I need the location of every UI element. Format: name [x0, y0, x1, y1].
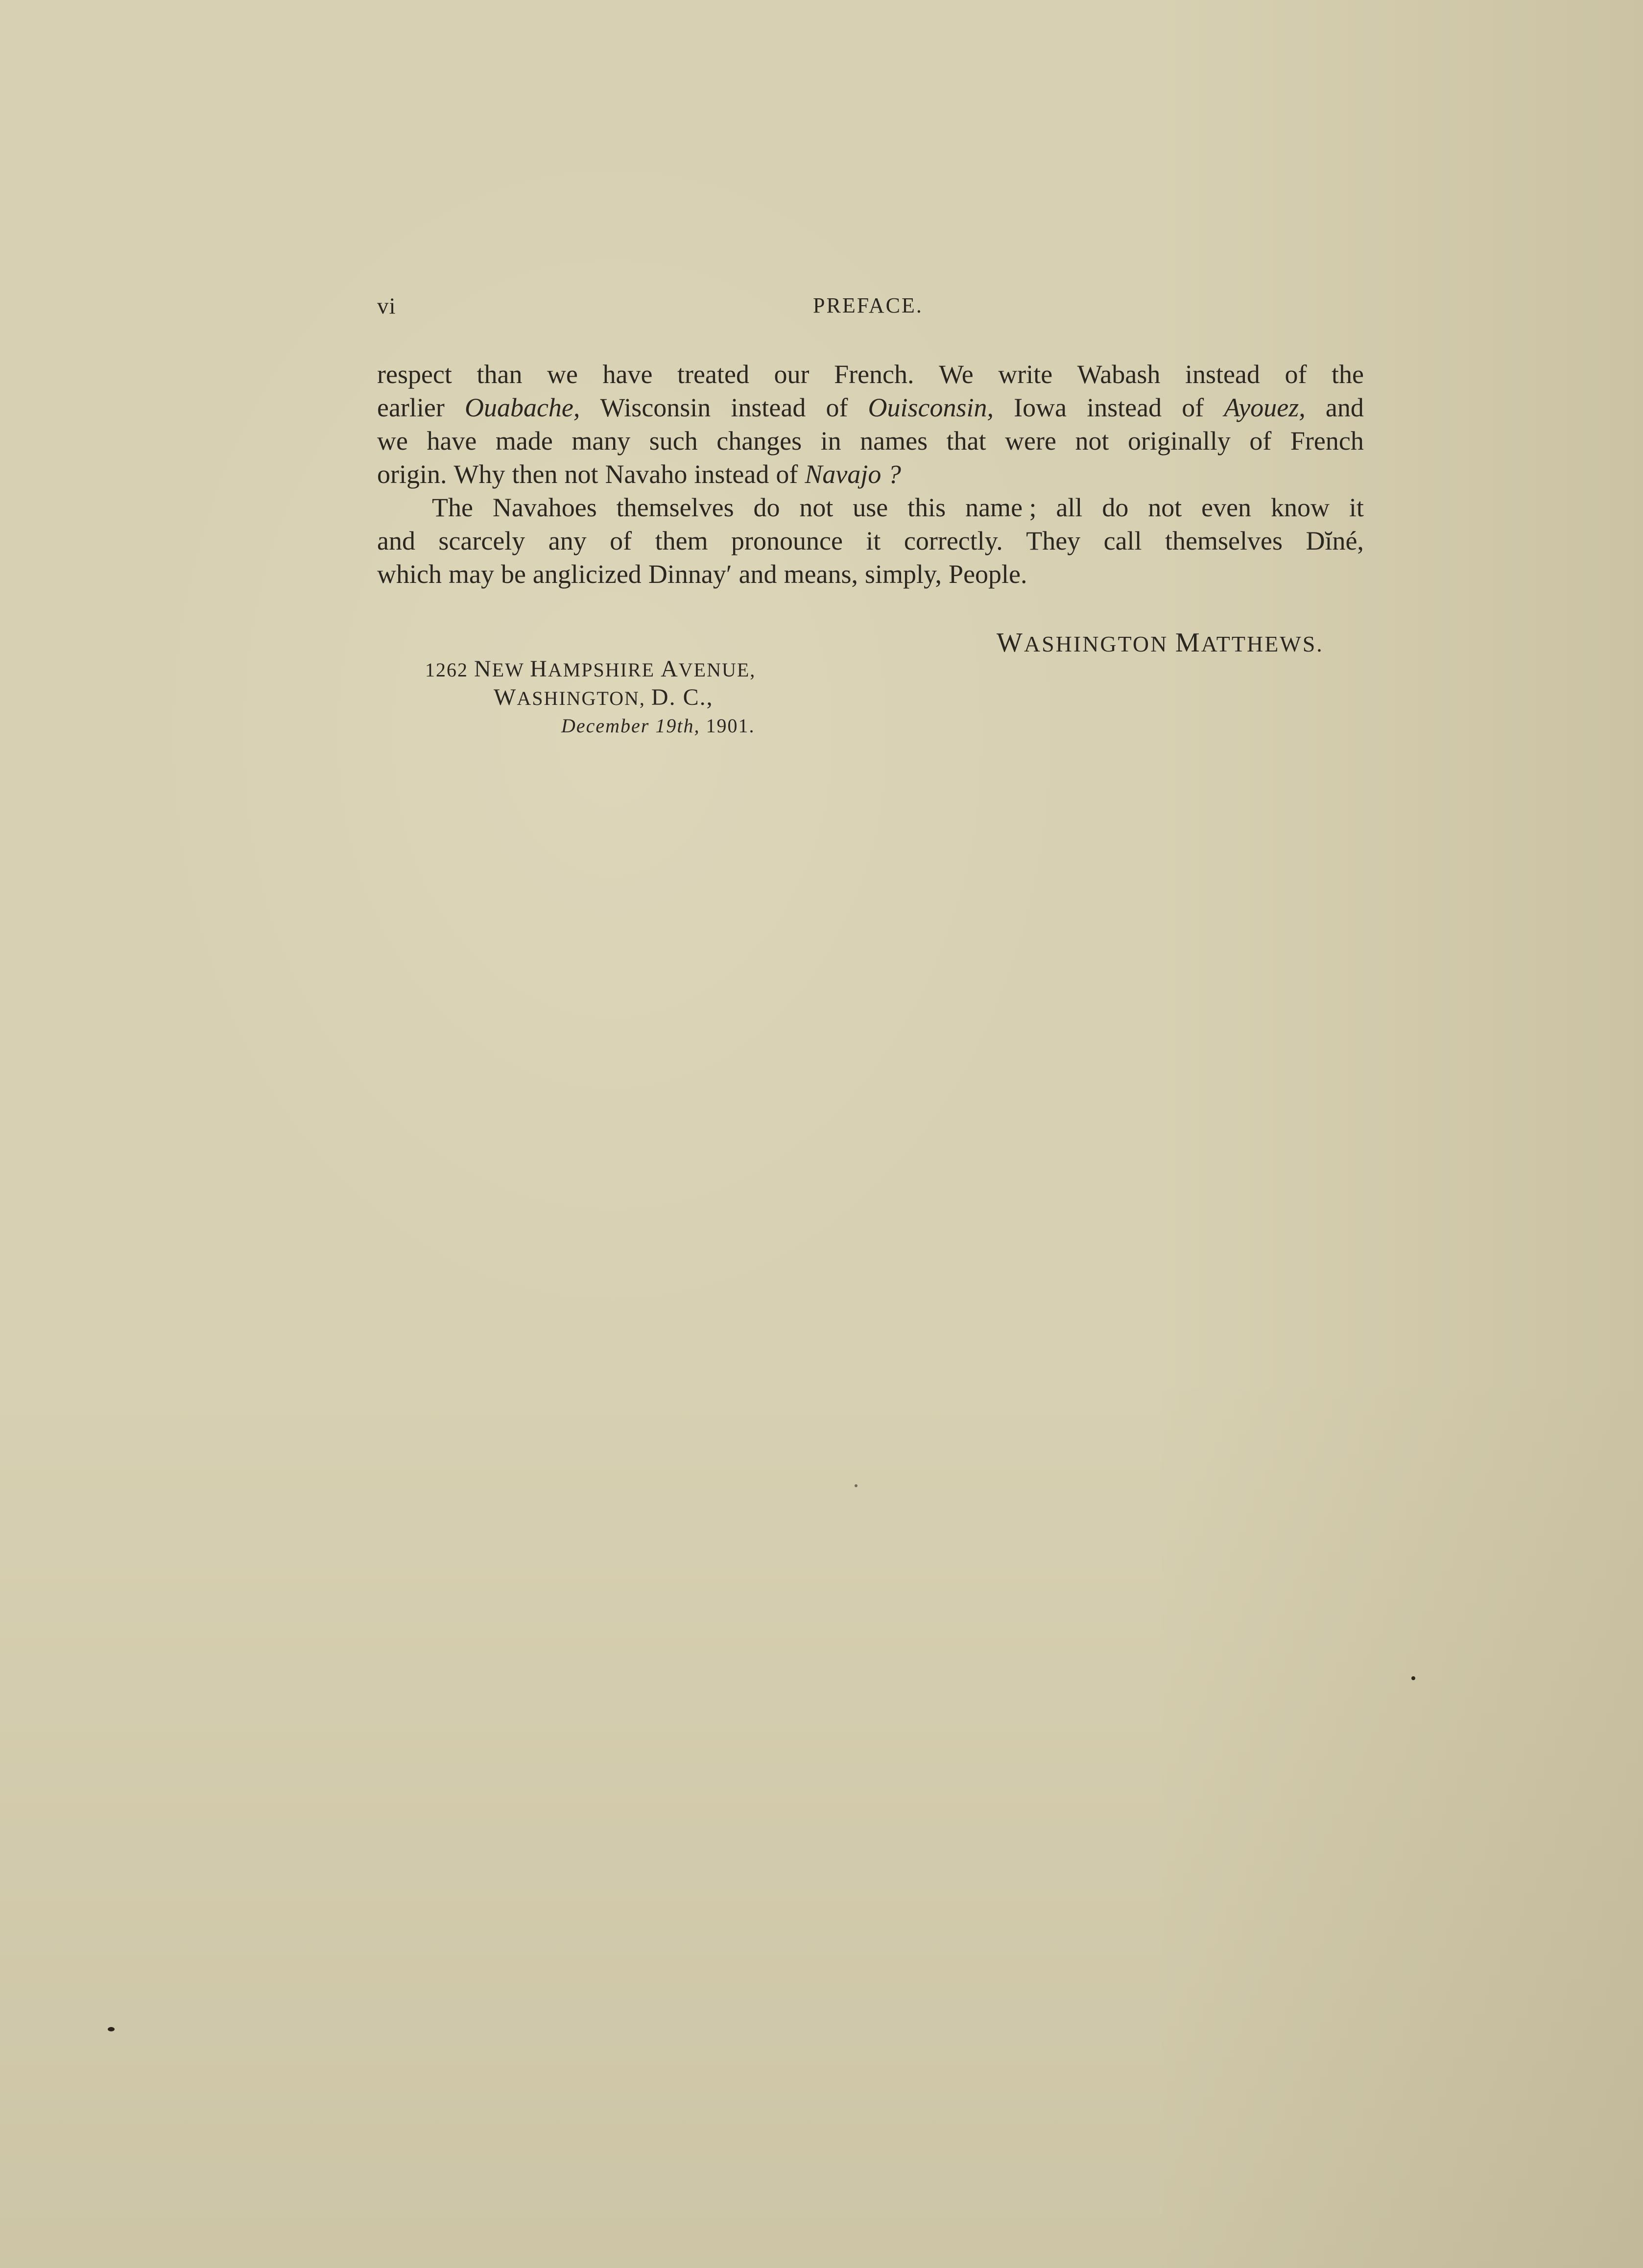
- word: and: [738, 559, 777, 589]
- word: scarcely: [438, 526, 525, 555]
- word: call: [1103, 526, 1142, 555]
- word: They: [1026, 526, 1081, 555]
- address-block: [425, 655, 756, 740]
- word: not: [1075, 426, 1109, 456]
- word: the: [1332, 360, 1364, 389]
- word: originally: [1127, 426, 1231, 456]
- address-date: December 19th, 1901.: [561, 715, 755, 737]
- word: Wabash: [1077, 360, 1161, 389]
- word: use: [853, 493, 888, 522]
- word: names: [860, 426, 928, 456]
- word: Navajo ?: [805, 459, 901, 489]
- paper-speck: [108, 2027, 115, 2031]
- signature-initial-m: M: [1175, 627, 1201, 658]
- word: made: [495, 426, 553, 456]
- word: then: [512, 459, 558, 489]
- text-line-5: [377, 491, 1364, 524]
- word: Navaho: [605, 459, 688, 489]
- word: French: [1290, 426, 1364, 456]
- word: be: [500, 559, 526, 589]
- word: in: [820, 426, 841, 456]
- word: any: [548, 526, 587, 555]
- text-line-2: [377, 391, 1364, 424]
- word: Ayouez,: [1224, 393, 1306, 422]
- word: instead: [1087, 393, 1162, 422]
- word: not: [564, 459, 598, 489]
- word: We: [939, 360, 974, 389]
- word: we: [377, 426, 408, 456]
- word: origin.: [377, 459, 447, 489]
- text-line-1: [377, 358, 1364, 391]
- word: not: [799, 493, 833, 522]
- word: even: [1201, 493, 1252, 522]
- address-street: 1262 NEW HAMPSHIRE AVENUE,: [425, 656, 756, 682]
- preface-text: [377, 358, 1364, 591]
- word: themselves: [1165, 526, 1283, 555]
- word: instead: [694, 459, 769, 489]
- text-line-7: [377, 557, 1364, 591]
- word: such: [649, 426, 698, 456]
- word: themselves: [616, 493, 734, 522]
- word: of: [826, 393, 848, 422]
- text-line-4: [377, 458, 1364, 491]
- word: simply,: [865, 559, 942, 589]
- word: write: [998, 360, 1053, 389]
- word: many: [571, 426, 631, 456]
- word: that: [946, 426, 986, 456]
- word: Ouisconsin,: [868, 393, 994, 422]
- word: earlier: [377, 393, 445, 422]
- author-signature: [997, 627, 1324, 658]
- word: Iowa: [1014, 393, 1067, 422]
- paper-speck: [1411, 1676, 1415, 1680]
- word: of: [776, 459, 798, 489]
- word: instead: [1185, 360, 1260, 389]
- word: it: [866, 526, 881, 555]
- word: changes: [716, 426, 802, 456]
- word: instead: [731, 393, 806, 422]
- signature-last-name: ATTHEWS.: [1201, 631, 1324, 656]
- word: anglicized: [532, 559, 642, 589]
- word: Dĭné,: [1306, 526, 1364, 555]
- word: have: [602, 360, 653, 389]
- page-number: vi: [377, 293, 396, 319]
- word: of: [1249, 426, 1272, 456]
- word: do: [753, 493, 780, 522]
- word: not: [1148, 493, 1182, 522]
- paper-speck: [855, 1484, 857, 1487]
- word: may: [448, 559, 494, 589]
- word: our: [774, 360, 810, 389]
- word: and: [1325, 393, 1364, 422]
- address-city: WASHINGTON, D. C.,: [494, 684, 714, 710]
- word: means,: [784, 559, 858, 589]
- word: of: [1285, 360, 1307, 389]
- word: correctly.: [904, 526, 1003, 555]
- word: which: [377, 559, 442, 589]
- word: of: [1182, 393, 1204, 422]
- word: have: [427, 426, 477, 456]
- text-line-3: [377, 424, 1364, 458]
- word: People.: [949, 559, 1027, 589]
- word: it: [1349, 493, 1364, 522]
- word: Wisconsin: [600, 393, 711, 422]
- word: Ouabache,: [464, 393, 580, 422]
- word: treated: [677, 360, 749, 389]
- text-line-6: [377, 524, 1364, 557]
- word: French.: [834, 360, 914, 389]
- word: Why: [453, 459, 505, 489]
- word: and: [377, 526, 415, 555]
- signature-first-name: ASHINGTON: [1024, 631, 1168, 656]
- signature-initial-w: W: [997, 627, 1024, 658]
- word: know: [1270, 493, 1330, 522]
- word: respect: [377, 360, 452, 389]
- word: them: [655, 526, 708, 555]
- word: than: [476, 360, 523, 389]
- word: pronounce: [731, 526, 843, 555]
- word: Navahoes: [492, 493, 597, 522]
- word: Dinnay′: [648, 559, 732, 589]
- word: name ;: [965, 493, 1037, 522]
- word: were: [1005, 426, 1056, 456]
- running-head: PREFACE.: [813, 293, 923, 317]
- word: all: [1056, 493, 1083, 522]
- word: The: [432, 493, 473, 522]
- word: of: [610, 526, 632, 555]
- word: this: [907, 493, 946, 522]
- word: do: [1102, 493, 1129, 522]
- word: we: [547, 360, 578, 389]
